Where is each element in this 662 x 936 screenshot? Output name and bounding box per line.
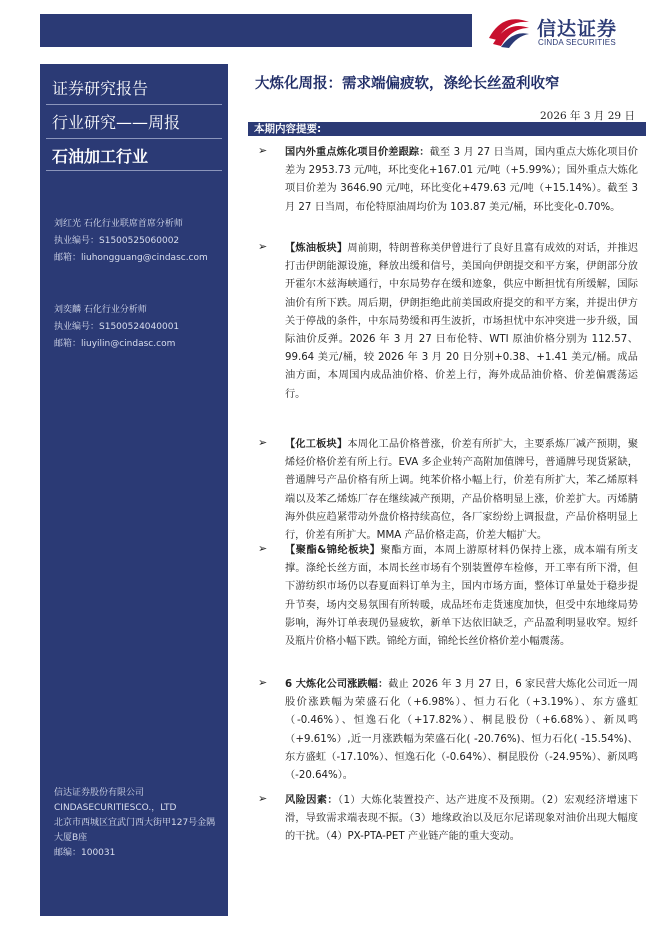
bullet-item xyxy=(258,436,638,545)
arrow-right-icon: ➢ xyxy=(258,792,268,805)
bullet-lead: 风险因素： xyxy=(285,795,339,806)
arrow-right-icon: ➢ xyxy=(258,436,268,449)
company-postcode: 邮编：100031 xyxy=(54,848,116,858)
report-date: 2026 年 3 月 29 日 xyxy=(540,110,635,122)
report-title: 大炼化周报：需求端偏疲软，涤纶长丝盈利收窄 xyxy=(255,76,560,92)
analyst-name: 刘奕麟 石化行业分析师 xyxy=(54,305,147,315)
logo-chinese: 信达证券 xyxy=(537,18,618,40)
bullet-lead: 【化工板块】 xyxy=(285,439,348,450)
bullet-item xyxy=(258,676,638,785)
cinda-logo-icon xyxy=(487,14,531,48)
bullet-text: 周前期，特朗普称美伊曾进行了良好且富有成效的对话，并推迟打击伊朗能源设施，释放出缓和信号，美国向伊朗提交和平方案，伊朗部分放开霍尔木兹海峡通行，中东局势存在缓和迹象，供应中断担忧有所缓解，国际油价有所下跌。周后期，伊朗拒绝此前美国政府提交的和平方案，并提出伊方关于停战的条件，中东局势缓和再生波折，市场担忧中东冲突进一步升级，国际油价反弹。2026 年 3 月 27 日布伦特、WTI 原油价格分别为 112.57、99.64 美元/桶，较 2026 年 3 月 20 日分别+0.38、+1.41 美元/桶。成品油方面，本周国内成品油价格、价差上行，海外成品油价格、价差偏震荡运行。 xyxy=(285,243,639,400)
company-address: 北京市西城区宜武门西大街甲127号金隅大厦B座 xyxy=(54,818,216,843)
arrow-right-icon: ➢ xyxy=(258,542,268,555)
analyst-license: 执业编号：S1500524040001 xyxy=(54,322,180,332)
company-info xyxy=(54,786,224,861)
bullet-text: 本周化工品价格普涨，价差有所扩大，主要系炼厂减产预期，聚烯烃价格价差有所上行。EVA 多企业转产高附加值牌号，普通牌号现货紧缺，普通牌号产品价格有所上调。纯苯价格小幅上行，价差有所扩大，苯乙烯原料端以及苯乙烯炼厂存在继续减产预期，产品价格明显上涨，价差扩大。丙烯腈海外供应趋紧带动外盘价格持续高位，各厂家纷纷上调报盘，产品价格明显上行，价差有所扩大。MMA 产品价格走高，价差大幅扩大。 xyxy=(285,439,639,542)
bullet-lead: 国内外重点炼化项目价差跟踪： xyxy=(285,147,430,158)
report-type: 证券研究报告 xyxy=(52,79,149,98)
arrow-right-icon: ➢ xyxy=(258,676,268,689)
sidebar-divider xyxy=(46,170,222,171)
logo-english: CINDA SECURITIES xyxy=(538,38,616,47)
analyst-license: 执业编号：S1500525060002 xyxy=(54,236,180,246)
bullet-text: 聚酯方面，本周上游原材料仍保持上涨，成本端有所支撑。涤纶长丝方面，本周长丝市场有个别装置停车检修，开工率有所下滑，但下游纺织市场仍以春夏面料订单为主，国内市场方面，整体订单量处于稳步提升节奏，场内交易氛围有所转暖，成品坯布走货速度加快，但受中东地缘局势影响，海外订单表现仍显疲软，新单下达依旧缺乏，产品盈利明显收窄。短纤及瓶片价格小幅下跌。锦纶方面，锦纶长丝价格价差小幅震荡。 xyxy=(285,545,638,648)
bullet-item xyxy=(258,240,638,404)
sidebar-divider xyxy=(46,138,222,139)
bullet-item xyxy=(258,542,638,651)
summary-label: 本期内容提要: xyxy=(254,123,322,135)
analyst-block xyxy=(54,216,208,267)
analyst-name: 刘红光 石化行业联席首席分析师 xyxy=(54,219,183,229)
bullet-text: 截止 2026 年 3 月 27 日，6 家民营大炼化公司近一周股价涨跌幅为荣盛石化（+6.98%）、恒力石化（+3.19%）、东方盛虹（-0.46%）、恒逸石化（+17.82%）、桐昆股份（+6.68%）、新凤鸣（+9.61%）,近一月涨跌幅为荣盛石化( -20.76%)、恒力石化( -15.54%)、东方盛虹（-17.10%）、恒逸石化（-0.64%）、桐昆股份（-24.95%）、新凤鸣（-20.64%）。 xyxy=(285,679,638,782)
company-name-en: CINDASECURITIESCO.，LTD xyxy=(54,803,177,813)
bullet-item xyxy=(258,792,638,847)
bullet-text: 截至 3 月 27 日当周，国内重点大炼化项目价差为 2953.73 元/吨，环比变化+167.01 元/吨（+5.99%）；国外重点大炼化项目价差为 3646.90 元/吨，环比变化+479.63 元/吨（+15.14%）。截至 3 月 27 日当周，布伦特原油周均价为 103.87 美元/桶，环比变化-0.70%。 xyxy=(285,147,638,213)
bullet-lead: 【炼油板块】 xyxy=(285,243,348,254)
company-logo xyxy=(487,14,637,50)
bullet-lead: 【聚酯&锦纶板块】 xyxy=(285,545,381,556)
company-name: 信达证券股份有限公司 xyxy=(54,788,145,798)
industry-name: 石油加工行业 xyxy=(52,147,149,166)
arrow-right-icon: ➢ xyxy=(258,240,268,253)
analyst-email[interactable]: 邮箱：liuyilin@cindasc.com xyxy=(54,339,176,349)
report-subtype: 行业研究——周报 xyxy=(52,113,181,132)
sidebar xyxy=(40,64,228,916)
sidebar-divider xyxy=(46,104,222,105)
analyst-block xyxy=(54,302,179,353)
header-bar xyxy=(40,14,472,47)
bullet-text: （1）大炼化装置投产、达产进度不及预期。（2）宏观经济增速下滑，导致需求端表现不振。（3）地缘政治以及厄尔尼诺现象对油价出现大幅度的干扰。（4）PX-PTA-PET 产业链产能的重大变动。 xyxy=(285,795,639,843)
bullet-lead: 6 大炼化公司涨跌幅： xyxy=(285,679,389,690)
bullet-item xyxy=(258,144,638,217)
arrow-right-icon: ➢ xyxy=(258,144,268,157)
analyst-email[interactable]: 邮箱：liuhongguang@cindasc.com xyxy=(54,253,208,263)
